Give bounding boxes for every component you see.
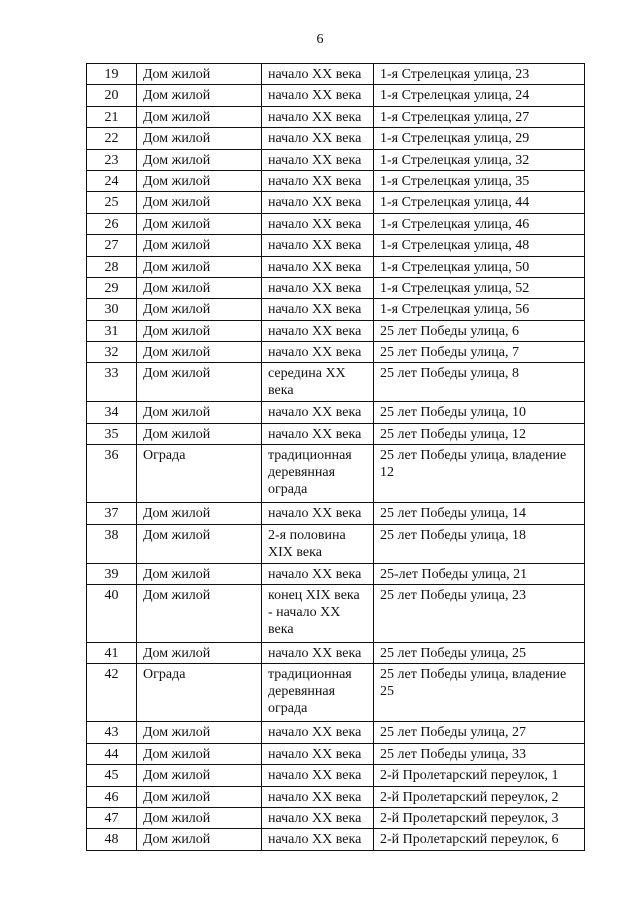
cell-period: начало XX века bbox=[262, 765, 374, 786]
cell-period: начало XX века bbox=[262, 235, 374, 256]
cell-number: 44 bbox=[87, 743, 137, 764]
cell-object-name: Дом жилой bbox=[137, 524, 262, 563]
cell-address: 25 лет Победы улица, 8 bbox=[374, 363, 585, 402]
cell-object-name: Дом жилой bbox=[137, 563, 262, 584]
cell-period: конец XIX века - начало XX века bbox=[262, 585, 374, 643]
table-row bbox=[87, 128, 585, 149]
table-row bbox=[87, 149, 585, 170]
cell-number: 47 bbox=[87, 807, 137, 828]
cell-number: 26 bbox=[87, 213, 137, 234]
table-body bbox=[87, 64, 585, 851]
cell-object-name: Дом жилой bbox=[137, 320, 262, 341]
cell-address: 25 лет Победы улица, 14 bbox=[374, 503, 585, 524]
cell-period: начало XX века bbox=[262, 320, 374, 341]
table-row bbox=[87, 503, 585, 524]
table-row bbox=[87, 342, 585, 363]
table-row bbox=[87, 363, 585, 402]
cell-number: 21 bbox=[87, 106, 137, 127]
cell-number: 43 bbox=[87, 722, 137, 743]
cell-period: начало XX века bbox=[262, 786, 374, 807]
cell-period: начало XX века bbox=[262, 170, 374, 191]
cell-number: 40 bbox=[87, 585, 137, 643]
cell-period: начало XX века bbox=[262, 192, 374, 213]
cell-period: начало XX века bbox=[262, 722, 374, 743]
table-row bbox=[87, 829, 585, 850]
cell-address: 2-й Пролетарский переулок, 2 bbox=[374, 786, 585, 807]
cell-address: 1-я Стрелецкая улица, 27 bbox=[374, 106, 585, 127]
cell-object-name: Дом жилой bbox=[137, 503, 262, 524]
cell-period: начало XX века bbox=[262, 277, 374, 298]
cell-address: 25 лет Победы улица, владение 12 bbox=[374, 445, 585, 503]
cell-address: 1-я Стрелецкая улица, 56 bbox=[374, 299, 585, 320]
cell-object-name: Дом жилой bbox=[137, 299, 262, 320]
cell-address: 2-й Пролетарский переулок, 1 bbox=[374, 765, 585, 786]
table-row bbox=[87, 664, 585, 722]
cell-number: 41 bbox=[87, 643, 137, 664]
cell-number: 37 bbox=[87, 503, 137, 524]
table-row bbox=[87, 743, 585, 764]
cell-period: начало XX века bbox=[262, 213, 374, 234]
cell-number: 19 bbox=[87, 64, 137, 85]
cell-object-name: Дом жилой bbox=[137, 342, 262, 363]
cell-period: начало XX века bbox=[262, 503, 374, 524]
table-row bbox=[87, 192, 585, 213]
cell-address: 25 лет Победы улица, 12 bbox=[374, 423, 585, 444]
cell-address: 1-я Стрелецкая улица, 50 bbox=[374, 256, 585, 277]
table-row bbox=[87, 320, 585, 341]
table-row bbox=[87, 445, 585, 503]
cell-number: 32 bbox=[87, 342, 137, 363]
table-row bbox=[87, 423, 585, 444]
cell-object-name: Дом жилой bbox=[137, 85, 262, 106]
table-row bbox=[87, 85, 585, 106]
cell-address: 25 лет Победы улица, 7 bbox=[374, 342, 585, 363]
table-row bbox=[87, 643, 585, 664]
table-row bbox=[87, 277, 585, 298]
table-row bbox=[87, 213, 585, 234]
cell-object-name: Дом жилой bbox=[137, 643, 262, 664]
cell-address: 1-я Стрелецкая улица, 48 bbox=[374, 235, 585, 256]
cell-number: 42 bbox=[87, 664, 137, 722]
cell-address: 25 лет Победы улица, 18 bbox=[374, 524, 585, 563]
cell-address: 25 лет Победы улица, 27 bbox=[374, 722, 585, 743]
table-row bbox=[87, 170, 585, 191]
cell-address: 1-я Стрелецкая улица, 29 bbox=[374, 128, 585, 149]
cell-period: начало XX века bbox=[262, 128, 374, 149]
table-row bbox=[87, 786, 585, 807]
cell-number: 30 bbox=[87, 299, 137, 320]
cell-period: начало XX века bbox=[262, 342, 374, 363]
cell-number: 22 bbox=[87, 128, 137, 149]
cell-object-name: Дом жилой bbox=[137, 128, 262, 149]
cell-object-name: Дом жилой bbox=[137, 722, 262, 743]
cell-object-name: Дом жилой bbox=[137, 786, 262, 807]
cell-address: 1-я Стрелецкая улица, 35 bbox=[374, 170, 585, 191]
heritage-table bbox=[86, 63, 585, 851]
cell-object-name: Дом жилой bbox=[137, 363, 262, 402]
cell-period: 2-я половина XIX века bbox=[262, 524, 374, 563]
cell-object-name: Дом жилой bbox=[137, 423, 262, 444]
cell-address: 1-я Стрелецкая улица, 24 bbox=[374, 85, 585, 106]
table-row bbox=[87, 402, 585, 423]
table-row bbox=[87, 299, 585, 320]
cell-number: 38 bbox=[87, 524, 137, 563]
table-row bbox=[87, 807, 585, 828]
cell-object-name: Дом жилой bbox=[137, 807, 262, 828]
page-number: 6 bbox=[316, 32, 324, 47]
cell-number: 20 bbox=[87, 85, 137, 106]
table-row bbox=[87, 585, 585, 643]
cell-number: 34 bbox=[87, 402, 137, 423]
cell-number: 33 bbox=[87, 363, 137, 402]
cell-number: 25 bbox=[87, 192, 137, 213]
cell-object-name: Дом жилой bbox=[137, 765, 262, 786]
cell-period: начало XX века bbox=[262, 106, 374, 127]
cell-object-name: Ограда bbox=[137, 664, 262, 722]
cell-number: 35 bbox=[87, 423, 137, 444]
cell-object-name: Дом жилой bbox=[137, 829, 262, 850]
cell-object-name: Дом жилой bbox=[137, 277, 262, 298]
cell-object-name: Дом жилой bbox=[137, 235, 262, 256]
cell-address: 25 лет Победы улица, 10 bbox=[374, 402, 585, 423]
cell-number: 46 bbox=[87, 786, 137, 807]
cell-number: 31 bbox=[87, 320, 137, 341]
cell-object-name: Дом жилой bbox=[137, 192, 262, 213]
cell-object-name: Дом жилой bbox=[137, 585, 262, 643]
cell-object-name: Ограда bbox=[137, 445, 262, 503]
cell-period: начало XX века bbox=[262, 299, 374, 320]
cell-number: 23 bbox=[87, 149, 137, 170]
cell-period: начало XX века bbox=[262, 807, 374, 828]
cell-address: 25-лет Победы улица, 21 bbox=[374, 563, 585, 584]
cell-period: начало XX века bbox=[262, 643, 374, 664]
cell-number: 36 bbox=[87, 445, 137, 503]
table-row bbox=[87, 563, 585, 584]
cell-number: 29 bbox=[87, 277, 137, 298]
table-row bbox=[87, 106, 585, 127]
cell-period: традиционная деревянная ограда bbox=[262, 664, 374, 722]
table-row bbox=[87, 64, 585, 85]
table-row bbox=[87, 524, 585, 563]
cell-object-name: Дом жилой bbox=[137, 743, 262, 764]
cell-period: начало XX века bbox=[262, 64, 374, 85]
cell-object-name: Дом жилой bbox=[137, 149, 262, 170]
cell-object-name: Дом жилой bbox=[137, 106, 262, 127]
cell-period: начало XX века bbox=[262, 743, 374, 764]
cell-period: начало XX века bbox=[262, 149, 374, 170]
cell-period: традиционная деревянная ограда bbox=[262, 445, 374, 503]
cell-object-name: Дом жилой bbox=[137, 402, 262, 423]
cell-address: 25 лет Победы улица, 23 bbox=[374, 585, 585, 643]
cell-period: начало XX века bbox=[262, 423, 374, 444]
table-row bbox=[87, 765, 585, 786]
cell-address: 25 лет Победы улица, 33 bbox=[374, 743, 585, 764]
cell-period: начало XX века bbox=[262, 402, 374, 423]
cell-object-name: Дом жилой bbox=[137, 256, 262, 277]
cell-period: середина XX века bbox=[262, 363, 374, 402]
table-row bbox=[87, 722, 585, 743]
cell-address: 25 лет Победы улица, 6 bbox=[374, 320, 585, 341]
cell-number: 48 bbox=[87, 829, 137, 850]
cell-address: 1-я Стрелецкая улица, 52 bbox=[374, 277, 585, 298]
cell-address: 1-я Стрелецкая улица, 44 bbox=[374, 192, 585, 213]
cell-period: начало XX века bbox=[262, 829, 374, 850]
cell-address: 2-й Пролетарский переулок, 3 bbox=[374, 807, 585, 828]
cell-number: 39 bbox=[87, 563, 137, 584]
cell-object-name: Дом жилой bbox=[137, 213, 262, 234]
table-row bbox=[87, 256, 585, 277]
cell-number: 28 bbox=[87, 256, 137, 277]
cell-object-name: Дом жилой bbox=[137, 170, 262, 191]
cell-address: 1-я Стрелецкая улица, 46 bbox=[374, 213, 585, 234]
table-row bbox=[87, 235, 585, 256]
cell-number: 24 bbox=[87, 170, 137, 191]
cell-number: 27 bbox=[87, 235, 137, 256]
cell-object-name: Дом жилой bbox=[137, 64, 262, 85]
cell-address: 2-й Пролетарский переулок, 6 bbox=[374, 829, 585, 850]
cell-period: начало XX века bbox=[262, 563, 374, 584]
cell-address: 25 лет Победы улица, владение 25 bbox=[374, 664, 585, 722]
cell-address: 1-я Стрелецкая улица, 23 bbox=[374, 64, 585, 85]
cell-address: 1-я Стрелецкая улица, 32 bbox=[374, 149, 585, 170]
cell-number: 45 bbox=[87, 765, 137, 786]
cell-address: 25 лет Победы улица, 25 bbox=[374, 643, 585, 664]
cell-period: начало XX века bbox=[262, 85, 374, 106]
cell-period: начало XX века bbox=[262, 256, 374, 277]
